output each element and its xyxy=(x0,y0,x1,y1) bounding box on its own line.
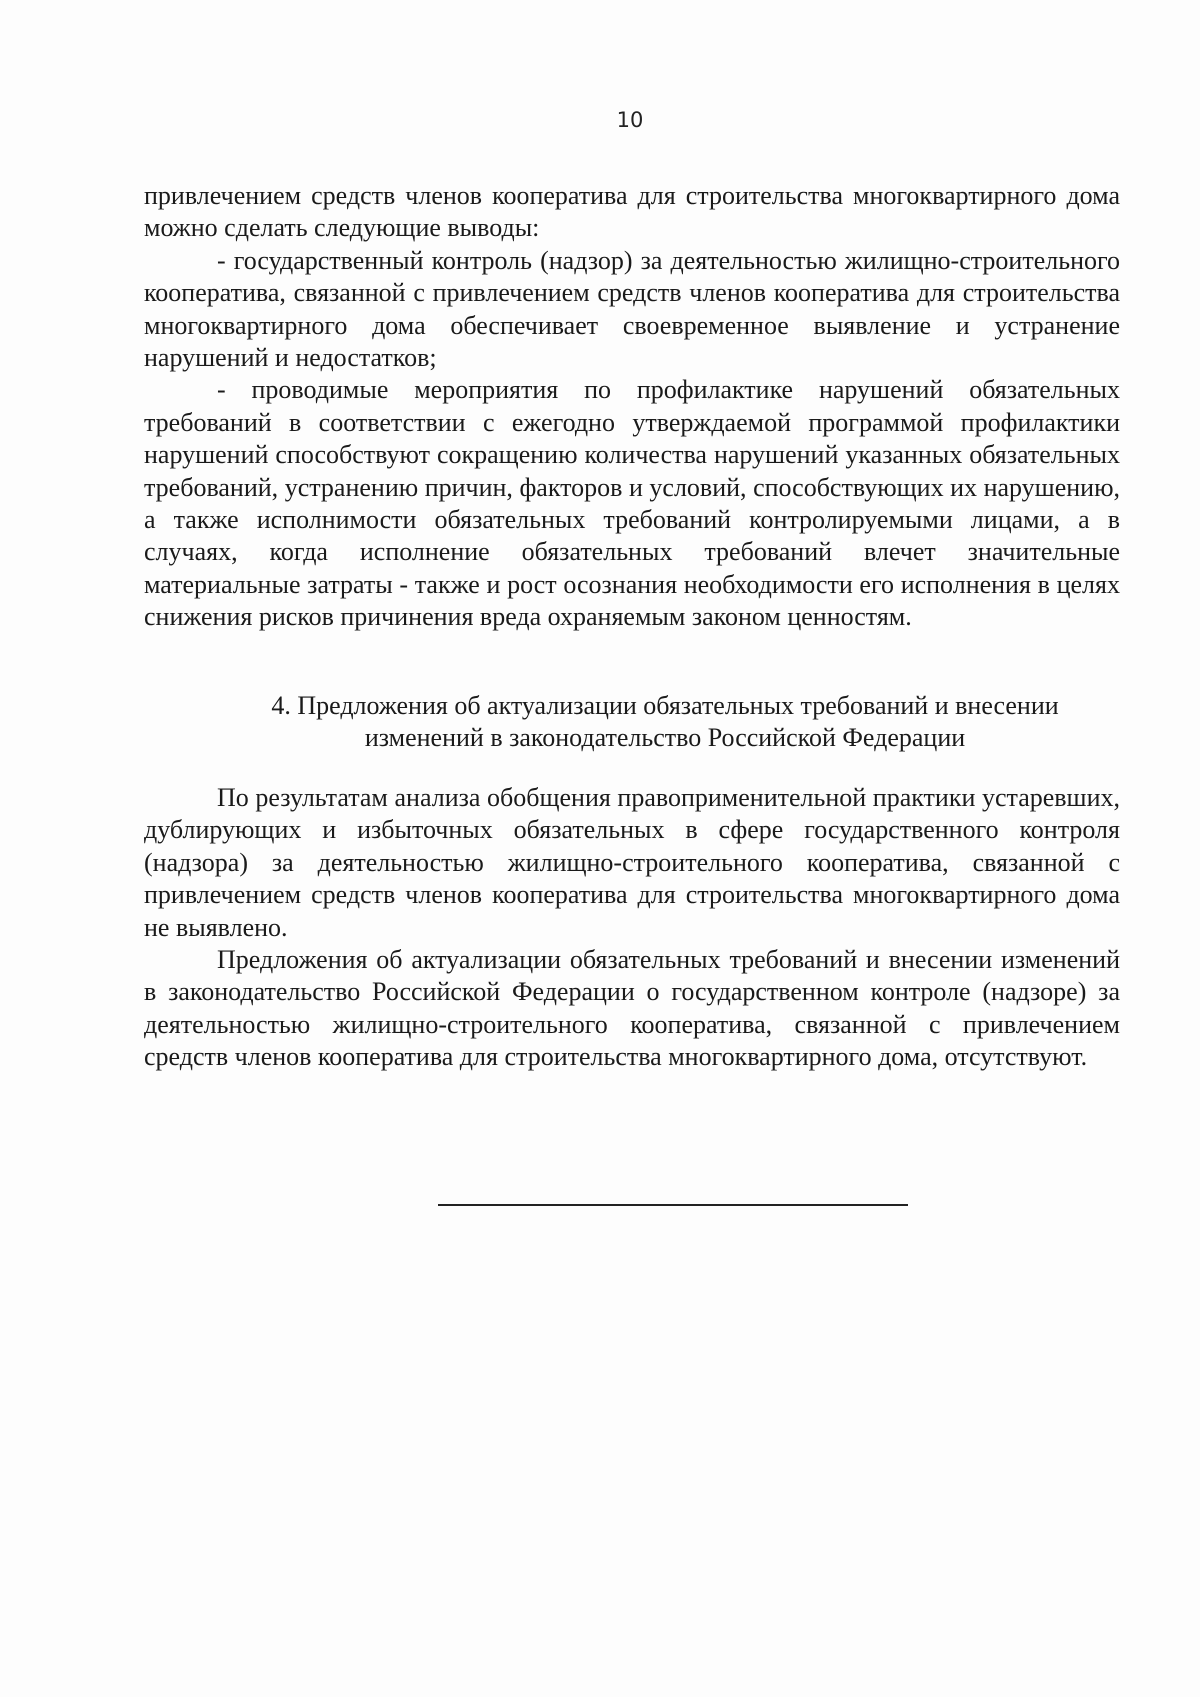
section-paragraph-1: По результатам анализа обобщения правоприменительной практики устаревших, дублирующих и избыточных обязательных в сфере государственного контроля (надзора) за деятельностью жилищно-строительного кооператива, связанной с привлечением средств членов кооператива для строительства многоквартирного дома не выявлено. xyxy=(144,783,1120,942)
section-heading xyxy=(230,690,1100,755)
section-paragraph-2: Предложения об актуализации обязательных требований и внесении изменений в законодательство Российской Федерации о государственном контроле (надзоре) за деятельностью жилищно-строительного кооператива, связанной с привлечением средств членов кооператива для строительства многоквартирного дома, отсутствуют. xyxy=(144,945,1120,1072)
section-body xyxy=(144,782,1120,1074)
end-of-document-line xyxy=(438,1204,908,1206)
conclusion-item-1: - государственный контроль (надзор) за деятельностью жилищно-строительного кооператива, связанной с привлечением средств членов кооператива для строительства многоквартирного дома обеспечивает своевременное выявление и устранение нарушений и недостатков; xyxy=(144,245,1120,373)
page-number: 10 xyxy=(616,108,644,132)
section-heading-line-1: 4. Предложения об актуализации обязательных требований и внесении xyxy=(271,691,1059,720)
conclusions-block xyxy=(144,180,1120,634)
intro-paragraph: привлечением средств членов кооператива для строительства многоквартирного дома можно сделать следующие выводы: xyxy=(144,181,1120,243)
conclusion-item-2: - проводимые мероприятия по профилактике нарушений обязательных требований в соответствии с ежегодно утверждаемой программой профилактики нарушений способствуют сокращению количества нарушений указанных обязательных требований, устранению причин, факторов и условий, способствующих их нарушению, а также исполнимости обязательных требований контролируемыми лицами, а в случаях, когда исполнение обязательных требований влечет значительные материальные затраты - также и рост осознания необходимости его исполнения в целях снижения рисков причинения вреда охраняемым законом ценностям. xyxy=(144,375,1120,632)
section-heading-line-2: изменений в законодательство Российской Федерации xyxy=(364,723,966,753)
